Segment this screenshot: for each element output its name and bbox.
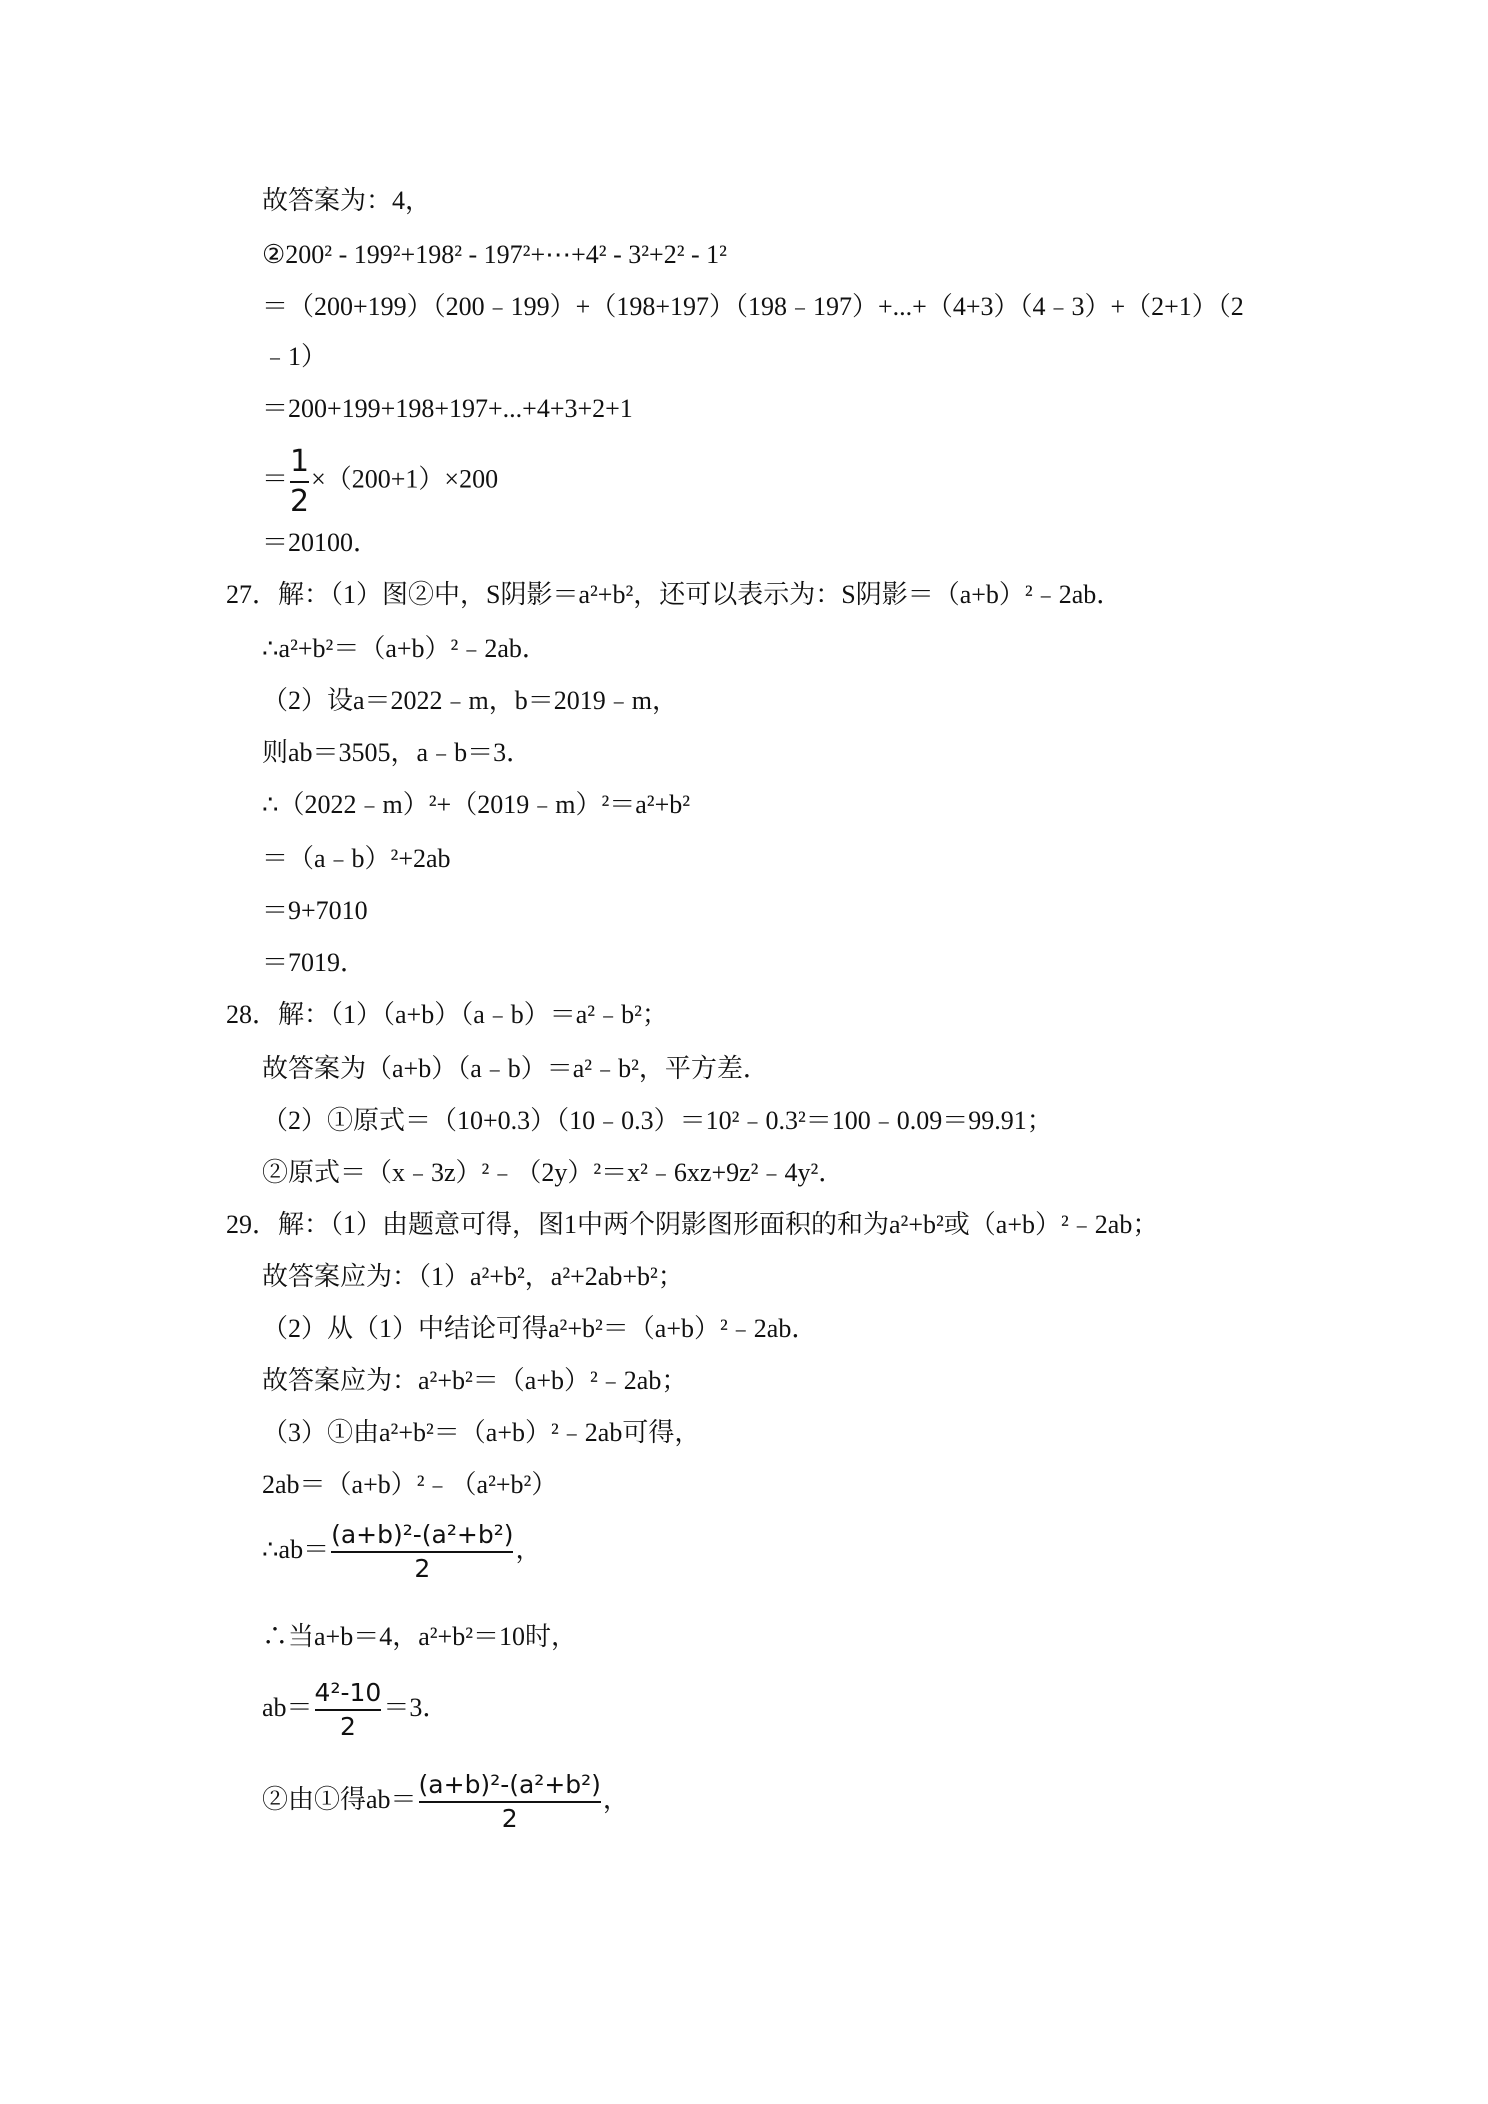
fraction-denominator: 2 [290, 483, 310, 519]
answer-line: 故答案应为：（1）a²+b²，a²+2ab+b²； [262, 1262, 684, 1291]
result-line: ＝20100． [262, 528, 380, 557]
fraction-numerator: 4²-10 [314, 1678, 382, 1707]
expression-line: ＝200+199+198+197+...+4+3+2+1 [262, 394, 633, 423]
expression-line: ∴a²+b²＝（a+b）²﹣2ab． [262, 634, 548, 663]
expression-line: ＝（a﹣b）²+2ab [262, 844, 451, 873]
expression-line: ∴（2022﹣m）²+（2019﹣m）²＝a²+b² [262, 790, 691, 819]
expression-line: ②原式＝（x﹣3z）²﹣（2y）²＝x²﹣6xz+9z²﹣4y²． [262, 1158, 845, 1187]
expression-line [262, 1680, 448, 1741]
fraction [315, 1680, 382, 1741]
expression-line: ＝9+7010 [262, 896, 368, 925]
answer-line: 故答案为（a+b）（a﹣b）＝a²﹣b²，平方差． [262, 1054, 769, 1083]
equals-sign: ＝ [262, 464, 289, 494]
answer-line: 故答案应为：a²+b²＝（a+b）²﹣2ab； [262, 1366, 688, 1395]
expression-text: ， [602, 1785, 629, 1815]
expression-line: ∴当a+b＝4，a²+b²＝10时， [262, 1622, 577, 1651]
question-28-heading: 28．解：（1）（a+b）（a﹣b）＝a²﹣b²； [226, 1000, 668, 1029]
expression-line: （2）设a＝2022﹣m，b＝2019﹣m， [262, 686, 678, 715]
expression-text: ②200² - 199²+198² - 197²+⋯+4² - 3²+2² - 1² [262, 240, 727, 269]
fraction-denominator: 2 [414, 1554, 431, 1584]
answer-line: 故答案为：4， [262, 186, 432, 215]
expression-line: （3）①由a²+b²＝（a+b）²﹣2ab可得， [262, 1418, 701, 1447]
expression-text: ∴ab＝ [262, 1535, 330, 1565]
expression-text: ×（200+1）×200 [311, 464, 499, 494]
expression-line: 2ab＝（a+b）²﹣（a²+b²） [262, 1470, 558, 1499]
fraction [419, 1772, 601, 1833]
expression-line [262, 1522, 541, 1583]
fraction [290, 446, 309, 517]
fraction-numerator: (a+b)²-(a²+b²) [331, 1520, 514, 1549]
fraction [331, 1522, 513, 1583]
expression-line [262, 242, 727, 268]
expression-text: ab＝ [262, 1693, 313, 1723]
question-27-heading: 27．解：（1）图②中，S阴影＝a²+b²，还可以表示为：S阴影＝（a+b）²﹣2ab． [226, 580, 1123, 609]
expression-line: （2）从（1）中结论可得a²+b²＝（a+b）²﹣2ab． [262, 1314, 818, 1343]
fraction-denominator: 2 [339, 1712, 356, 1742]
expression-line [262, 446, 498, 517]
expression-line: （2）①原式＝（10+0.3）（10﹣0.3）＝10²﹣0.3²＝100﹣0.09＝99.91； [262, 1106, 1053, 1135]
fraction-numerator: 1 [290, 444, 310, 479]
expression-line: ﹣1） [262, 342, 328, 371]
expression-text: ＝3． [383, 1693, 449, 1723]
expression-text: ， [515, 1535, 542, 1565]
expression-line: ＝（200+199）（200﹣199）+（198+197）（198﹣197）+...+（4+3）（4﹣3）+（2+1）（2 [262, 292, 1244, 321]
expression-line: 则ab＝3505，a﹣b＝3． [262, 738, 533, 767]
fraction-numerator: (a+b)²-(a²+b²) [418, 1770, 601, 1799]
expression-line [262, 1772, 629, 1833]
result-line: ＝7019． [262, 948, 367, 977]
fraction-denominator: 2 [501, 1804, 518, 1834]
expression-text: ②由①得ab＝ [262, 1785, 417, 1815]
question-29-heading: 29．解：（1）由题意可得，图1中两个阴影图形面积的和为a²+b²或（a+b）²﹣2ab； [226, 1210, 1159, 1239]
